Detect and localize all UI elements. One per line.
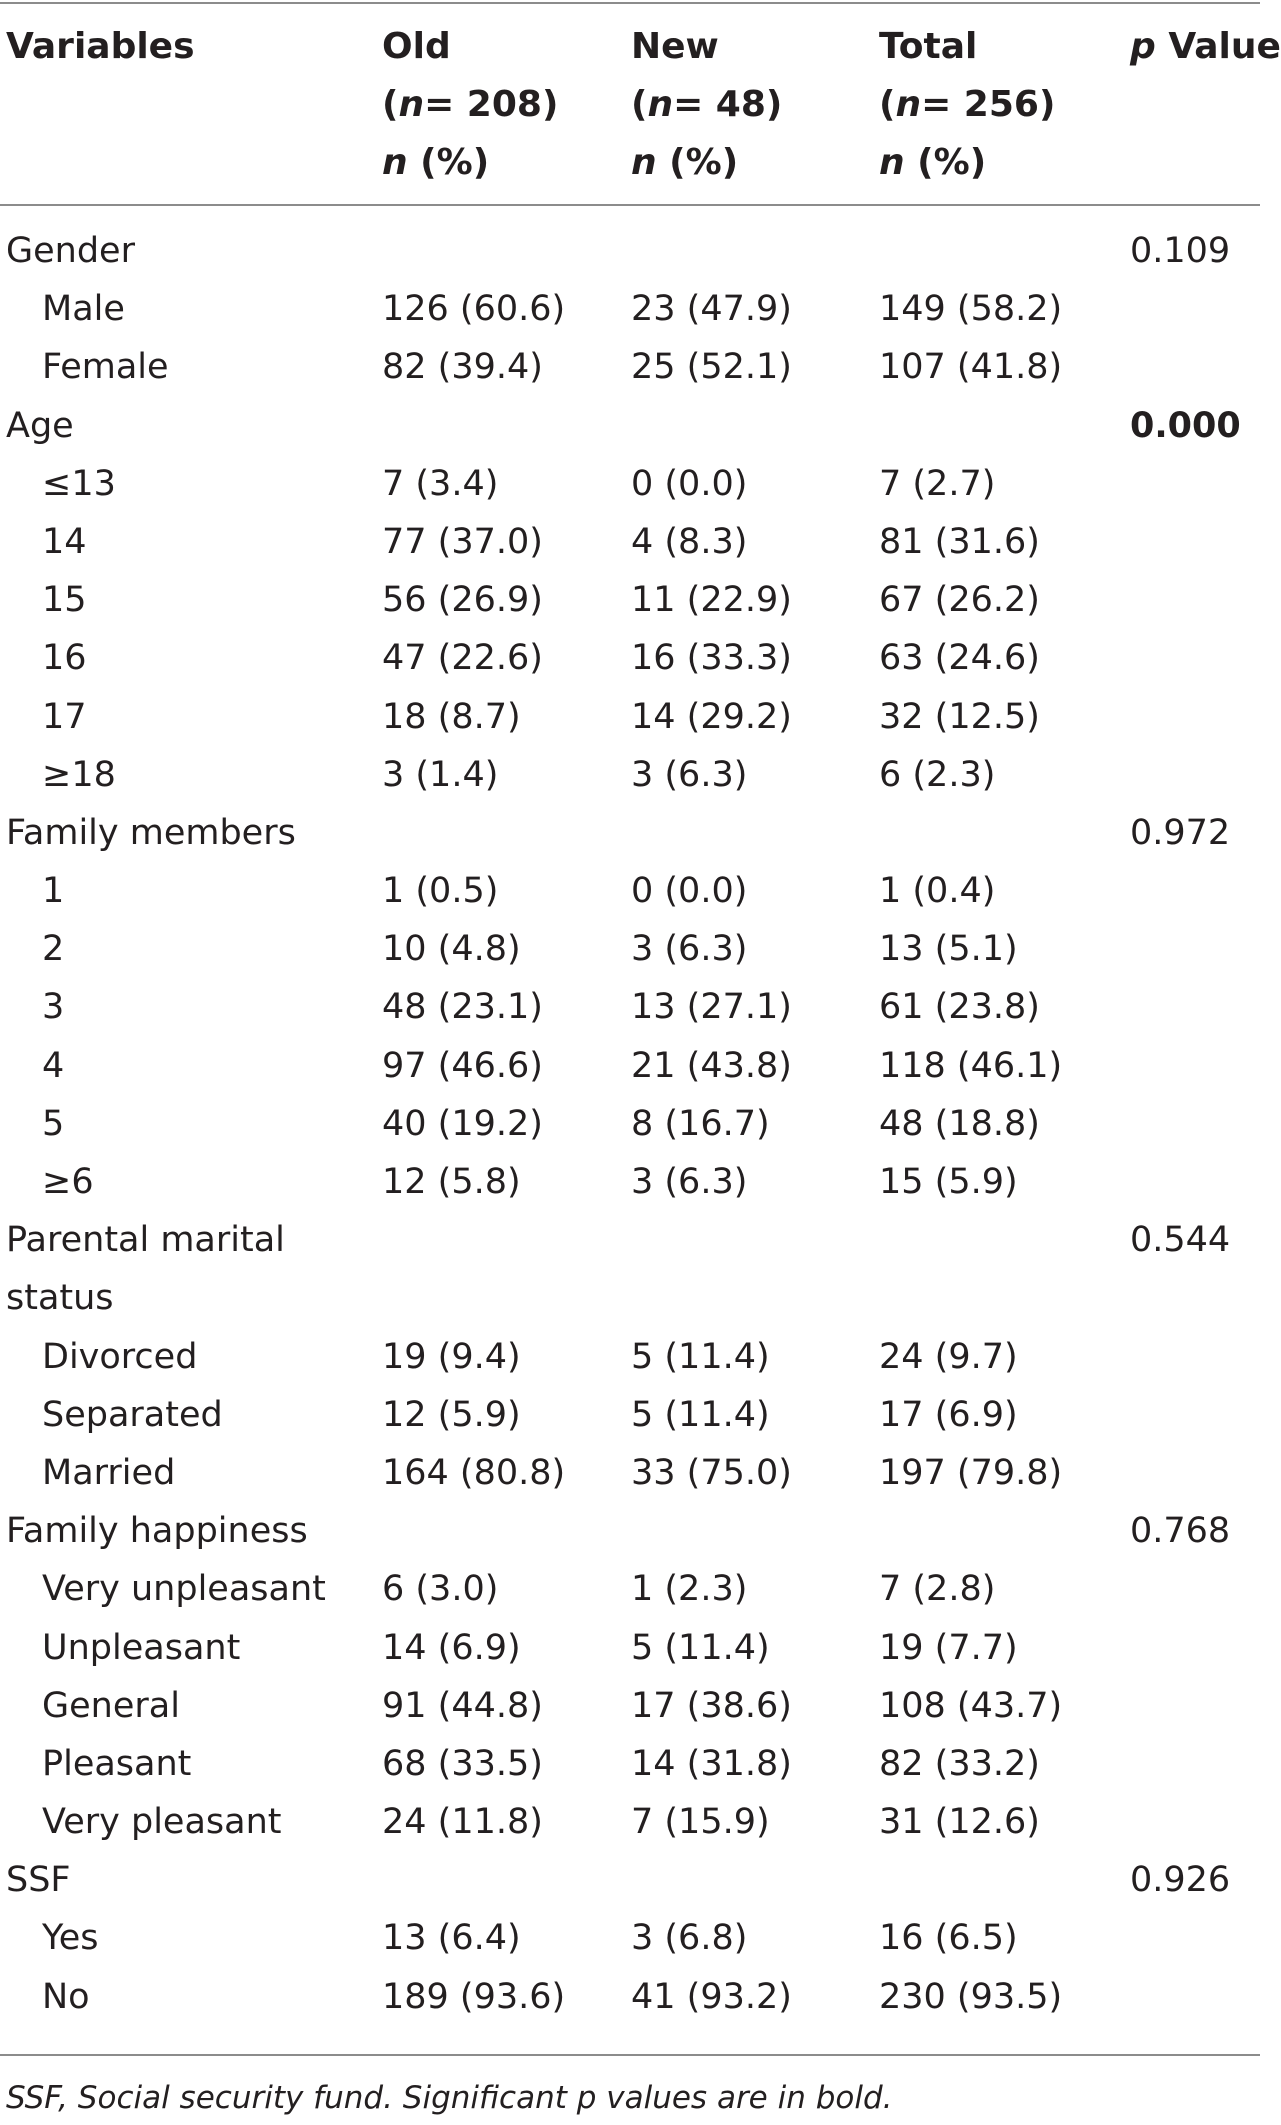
new-cell: 5 (11.4) [631, 1627, 770, 1668]
total-cell: 31 (12.6) [879, 1802, 1040, 1843]
total-cell: 16 (6.5) [879, 1918, 1018, 1959]
old-cell: 7 (3.4) [382, 463, 499, 504]
table-row [0, 280, 1260, 338]
header-total [879, 18, 1055, 192]
p-value-cell: 0.109 [1130, 231, 1231, 271]
old-cell: 56 (26.9) [382, 580, 543, 621]
header-new-unit: n (%) [631, 142, 739, 183]
total-cell: 197 (79.8) [879, 1452, 1063, 1493]
table-row [0, 222, 1260, 280]
table-row [0, 1677, 1260, 1735]
table-row [0, 1269, 1260, 1327]
new-cell: 3 (6.3) [631, 929, 748, 970]
old-cell: 12 (5.8) [382, 1162, 521, 1202]
new-cell: 33 (75.0) [631, 1452, 792, 1493]
header-new-name: New [631, 26, 719, 67]
new-cell: 3 (6.3) [631, 1162, 748, 1202]
total-cell: 149 (58.2) [879, 289, 1063, 330]
new-cell: 1 (2.3) [631, 1569, 748, 1610]
variable-cell: Pleasant [42, 1743, 192, 1784]
total-cell: 13 (5.1) [879, 929, 1018, 970]
variable-cell: 5 [42, 1103, 65, 1144]
variable-cell: Yes [42, 1918, 99, 1959]
old-cell: 77 (37.0) [382, 521, 543, 562]
total-cell: 17 (6.9) [879, 1394, 1018, 1435]
table-row [0, 397, 1260, 455]
table-body [0, 222, 1260, 2026]
table-top-rule [0, 2, 1260, 4]
p-value-cell: 0.926 [1130, 1860, 1231, 1901]
new-cell: 5 (11.4) [631, 1336, 770, 1377]
new-cell: 0 (0.0) [631, 463, 748, 504]
total-cell: 108 (43.7) [879, 1685, 1063, 1726]
variable-cell: ≥6 [42, 1162, 94, 1202]
table-row [0, 688, 1260, 746]
table-header [0, 18, 1281, 198]
table-row [0, 862, 1260, 920]
table-row [0, 513, 1260, 571]
variable-cell: 17 [42, 696, 87, 737]
variable-cell: Age [6, 405, 74, 446]
old-cell: 48 (23.1) [382, 987, 543, 1028]
old-cell: 6 (3.0) [382, 1569, 499, 1610]
variable-cell: 14 [42, 521, 87, 562]
total-cell: 67 (26.2) [879, 580, 1040, 621]
old-cell: 189 (93.6) [382, 1976, 566, 2017]
header-new [631, 18, 782, 192]
table-row [0, 629, 1260, 687]
old-cell: 12 (5.9) [382, 1394, 521, 1435]
old-cell: 13 (6.4) [382, 1918, 521, 1959]
new-cell: 17 (38.6) [631, 1685, 792, 1726]
variable-cell: ≤13 [42, 463, 116, 504]
total-cell: 7 (2.7) [879, 463, 996, 504]
variable-cell: Female [42, 347, 169, 388]
variable-cell: Parental marital [6, 1220, 285, 1261]
variable-cell: Unpleasant [42, 1627, 241, 1668]
header-total-unit: n (%) [879, 142, 987, 183]
variable-cell: ≥18 [42, 754, 116, 795]
header-variables: Variables [6, 26, 195, 67]
total-cell: 48 (18.8) [879, 1103, 1040, 1144]
variable-cell: SSF [6, 1860, 71, 1901]
total-cell: 7 (2.8) [879, 1569, 996, 1610]
p-value-cell: 0.544 [1130, 1220, 1231, 1261]
variable-cell: 3 [42, 987, 65, 1028]
old-cell: 24 (11.8) [382, 1802, 543, 1843]
variable-cell: 4 [42, 1045, 65, 1086]
total-cell: 32 (12.5) [879, 696, 1040, 737]
table-row [0, 1153, 1260, 1211]
old-cell: 3 (1.4) [382, 754, 499, 795]
p-value-cell: 0.000 [1130, 405, 1241, 446]
old-cell: 164 (80.8) [382, 1452, 566, 1493]
table-row [0, 746, 1260, 804]
variable-cell: Family happiness [6, 1511, 308, 1552]
p-value-cell: 0.972 [1130, 812, 1231, 853]
table-row [0, 338, 1260, 396]
variable-cell: No [42, 1976, 90, 2017]
variable-cell: Family members [6, 812, 296, 853]
table-row [0, 1328, 1260, 1386]
old-cell: 10 (4.8) [382, 929, 521, 970]
new-cell: 14 (29.2) [631, 696, 792, 737]
header-new-n: (n= 48) [631, 84, 783, 125]
header-old [382, 18, 558, 192]
header-p-value: p Value [1130, 26, 1281, 67]
variable-cell: 15 [42, 580, 87, 621]
old-cell: 1 (0.5) [382, 871, 499, 912]
total-cell: 63 (24.6) [879, 638, 1040, 679]
variable-cell: Gender [6, 231, 135, 271]
new-cell: 5 (11.4) [631, 1394, 770, 1435]
table-row [0, 571, 1260, 629]
table-header-rule [0, 204, 1260, 206]
table-row [0, 1735, 1260, 1793]
table-footnote: SSF, Social security fund. Significant p values are in bold. [6, 2080, 893, 2116]
old-cell: 68 (33.5) [382, 1743, 543, 1784]
table-row [0, 455, 1260, 513]
table-row [0, 1502, 1260, 1560]
table-row [0, 1095, 1260, 1153]
new-cell: 0 (0.0) [631, 871, 748, 912]
new-cell: 7 (15.9) [631, 1802, 770, 1843]
new-cell: 3 (6.3) [631, 754, 748, 795]
old-cell: 40 (19.2) [382, 1103, 543, 1144]
table-row [0, 804, 1260, 862]
old-cell: 18 (8.7) [382, 696, 521, 737]
header-old-n: (n= 208) [382, 84, 559, 125]
header-total-n: (n= 256) [879, 84, 1056, 125]
table-bottom-rule [0, 2054, 1260, 2056]
new-cell: 14 (31.8) [631, 1743, 792, 1784]
new-cell: 8 (16.7) [631, 1103, 770, 1144]
old-cell: 19 (9.4) [382, 1336, 521, 1377]
table-row [0, 1851, 1260, 1909]
table-row [0, 978, 1260, 1036]
table-row [0, 920, 1260, 978]
new-cell: 13 (27.1) [631, 987, 792, 1028]
table-row [0, 1211, 1260, 1269]
new-cell: 16 (33.3) [631, 638, 792, 679]
header-total-name: Total [879, 26, 978, 67]
new-cell: 11 (22.9) [631, 580, 792, 621]
total-cell: 19 (7.7) [879, 1627, 1018, 1668]
old-cell: 97 (46.6) [382, 1045, 543, 1086]
table-row [0, 1968, 1260, 2026]
old-cell: 14 (6.9) [382, 1627, 521, 1668]
variable-cell: Married [42, 1452, 176, 1493]
new-cell: 41 (93.2) [631, 1976, 792, 2017]
variable-cell: Male [42, 289, 125, 330]
variable-cell: General [42, 1685, 180, 1726]
total-cell: 81 (31.6) [879, 521, 1040, 562]
variable-cell: 1 [42, 871, 65, 912]
table-row [0, 1793, 1260, 1851]
table-row [0, 1444, 1260, 1502]
table-row [0, 1560, 1260, 1618]
variable-cell: status [6, 1278, 114, 1319]
variable-cell: Very pleasant [42, 1802, 282, 1843]
variable-cell: Very unpleasant [42, 1569, 326, 1610]
total-cell: 24 (9.7) [879, 1336, 1018, 1377]
old-cell: 91 (44.8) [382, 1685, 543, 1726]
new-cell: 23 (47.9) [631, 289, 792, 330]
new-cell: 25 (52.1) [631, 347, 792, 388]
old-cell: 82 (39.4) [382, 347, 543, 388]
total-cell: 61 (23.8) [879, 987, 1040, 1028]
table-row [0, 1037, 1260, 1095]
total-cell: 1 (0.4) [879, 871, 996, 912]
header-old-unit: n (%) [382, 142, 490, 183]
total-cell: 118 (46.1) [879, 1045, 1063, 1086]
table-row [0, 1386, 1260, 1444]
variable-cell: 2 [42, 929, 65, 970]
total-cell: 82 (33.2) [879, 1743, 1040, 1784]
new-cell: 4 (8.3) [631, 521, 748, 562]
old-cell: 126 (60.6) [382, 289, 566, 330]
total-cell: 15 (5.9) [879, 1162, 1018, 1202]
table-row [0, 1909, 1260, 1967]
new-cell: 21 (43.8) [631, 1045, 792, 1086]
variable-cell: Separated [42, 1394, 223, 1435]
old-cell: 47 (22.6) [382, 638, 543, 679]
variable-cell: 16 [42, 638, 87, 679]
total-cell: 107 (41.8) [879, 347, 1063, 388]
variable-cell: Divorced [42, 1336, 198, 1377]
header-old-name: Old [382, 26, 451, 67]
table-row [0, 1619, 1260, 1677]
total-cell: 6 (2.3) [879, 754, 996, 795]
total-cell: 230 (93.5) [879, 1976, 1063, 2017]
p-value-cell: 0.768 [1130, 1511, 1231, 1552]
new-cell: 3 (6.8) [631, 1918, 748, 1959]
